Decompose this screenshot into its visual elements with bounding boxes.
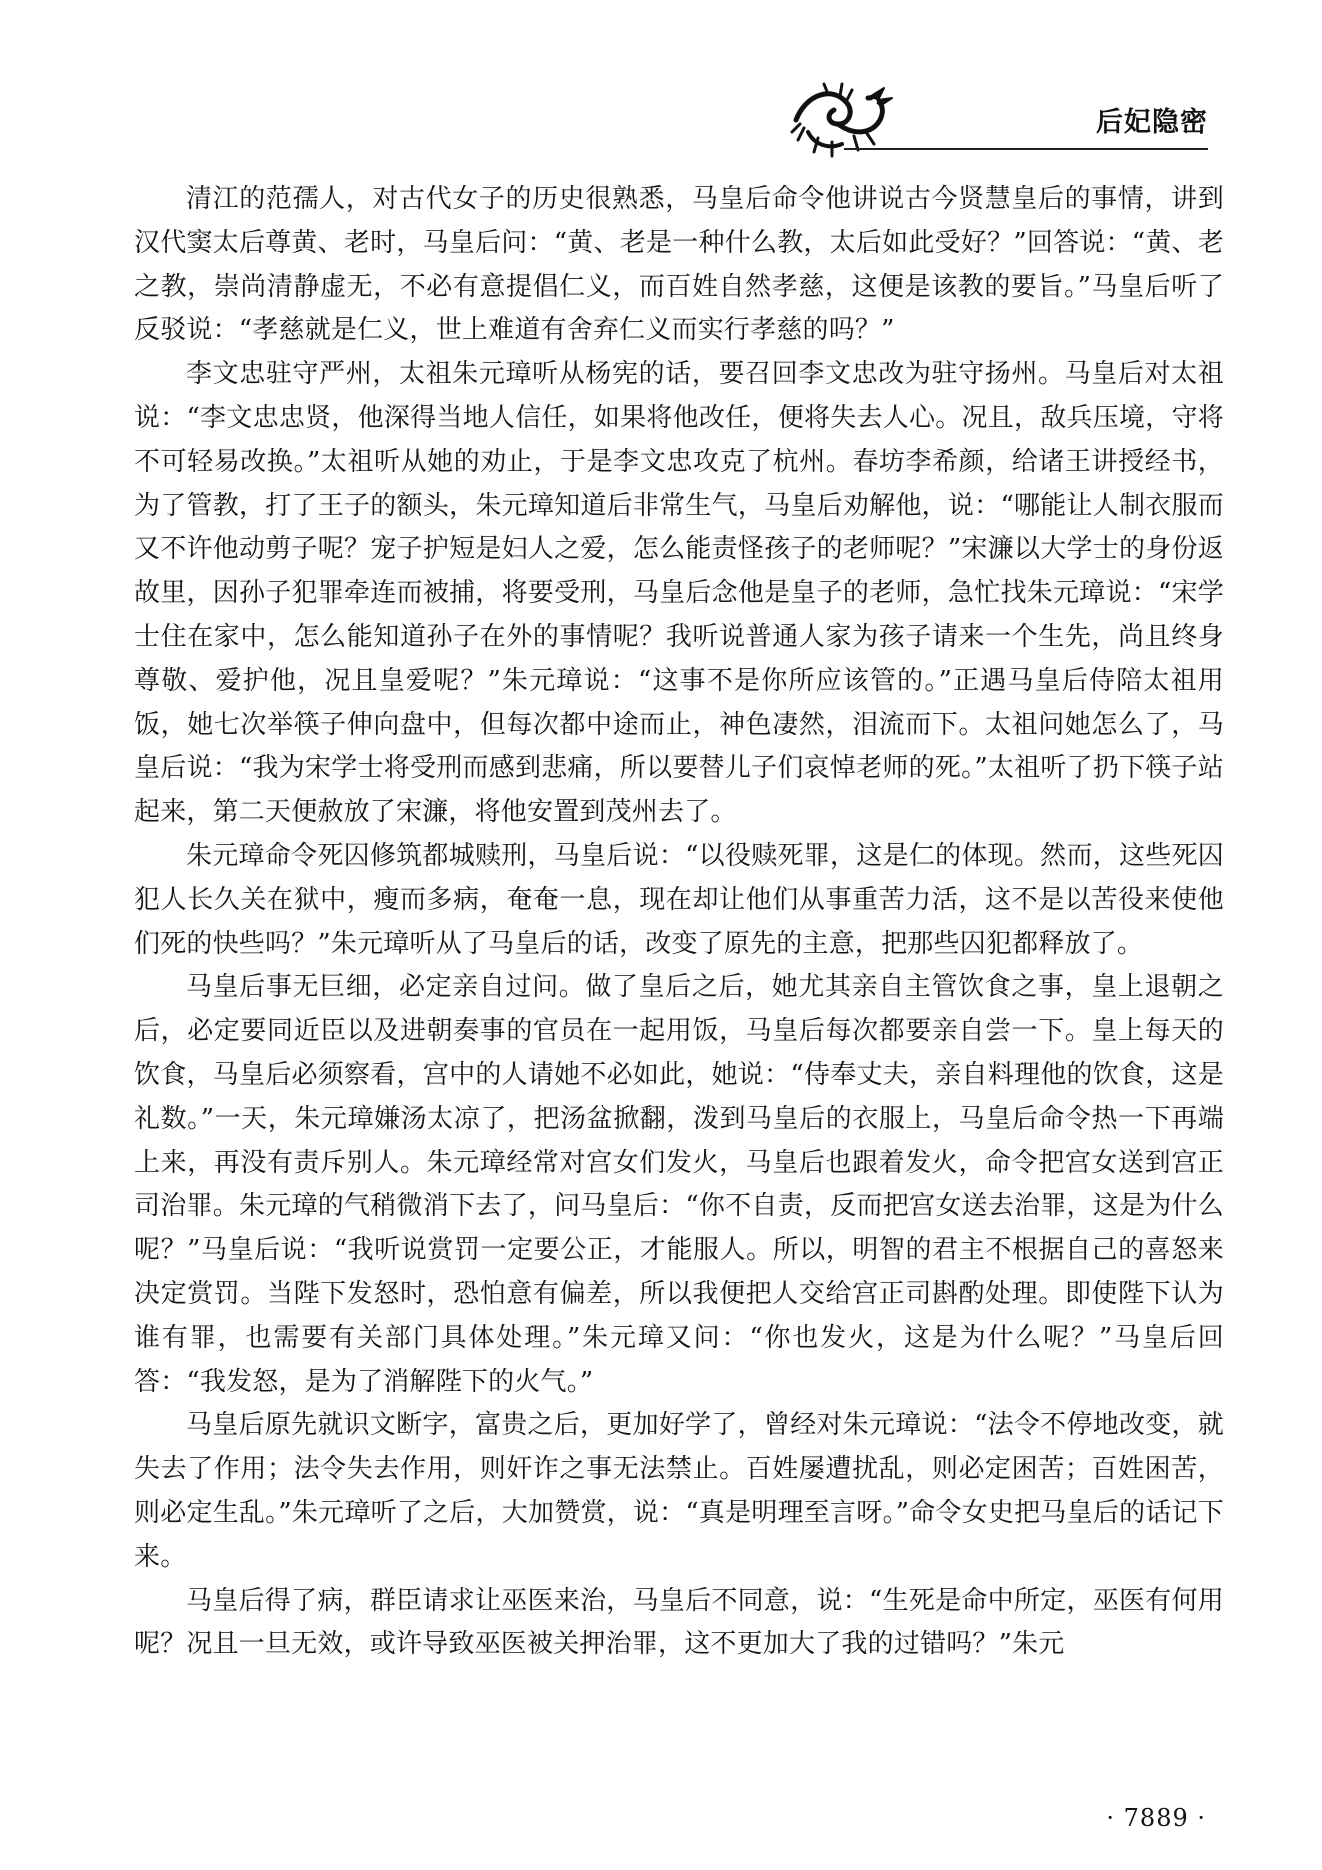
page-header xyxy=(788,80,1208,160)
paragraph-1: 清江的范孺人，对古代女子的历史很熟悉，马皇后命令他讲说古今贤慧皇后的事情，讲到汉代窦太后尊黄、老时，马皇后问：“黄、老是一种什么教，太后如此受好？”回答说：“黄、老之教，崇尚清静虚无，不必有意提倡仁义，而百姓自然孝慈，这便是该教的要旨。”马皇后听了反驳说：“孝慈就是仁义，世上难道有舍弃仁义而实行孝慈的吗？” xyxy=(134,184,1224,346)
paragraph-3: 朱元璋命令死囚修筑都城赎刑，马皇后说：“以役赎死罪，这是仁的体现。然而，这些死囚犯人长久关在狱中，瘦而多病，奄奄一息，现在却让他们从事重苦力活，这不是以苦役来使他们死的快些吗？”朱元璋听从了马皇后的话，改变了原先的主意，把那些囚犯都释放了。 xyxy=(134,840,1224,959)
dragon-ornament-icon xyxy=(788,80,898,158)
header-rule xyxy=(844,148,1208,150)
paragraph-6: 马皇后得了病，群臣请求让巫医来治，马皇后不同意，说：“生死是命中所定，巫医有何用呢？况且一旦无效，或许导致巫医被关押治罪，这不更加大了我的过错吗？”朱元 xyxy=(134,1585,1224,1660)
header-title: 后妃隐密 xyxy=(1096,107,1208,138)
paragraph-2: 李文忠驻守严州，太祖朱元璋听从杨宪的话，要召回李文忠改为驻守扬州。马皇后对太祖说：“李文忠忠贤，他深得当地人信任，如果将他改任，便将失去人心。况且，敌兵压境，守将不可轻易改换。”太祖听从她的劝止，于是李文忠攻克了杭州。春坊李希颜，给诸王讲授经书，为了管教，打了王子的额头，朱元璋知道后非常生气，马皇后劝解他，说：“哪能让人制衣服而又不许他动剪子呢？宠子护短是妇人之爱，怎么能责怪孩子的老师呢？”宋濂以大学士的身份返故里，因孙子犯罪牵连而被捕，将要受刑，马皇后念他是皇子的老师，急忙找朱元璋说：“宋学士住在家中，怎么能知道孙子在外的事情呢？我听说普通人家为孩子请来一个生先，尚且终身尊敬、爱护他，况且皇爱呢？”朱元璋说：“这事不是你所应该管的。”正遇马皇后侍陪太祖用饭，她七次举筷子伸向盘中，但每次都中途而止，神色凄然，泪流而下。太祖问她怎么了，马皇后说：“我为宋学士将受刑而感到悲痛，所以要替儿子们哀悼老师的死。”太祖听了扔下筷子站起来，第二天便赦放了宋濂，将他安置到茂州去了。 xyxy=(134,359,1224,828)
paragraph-4: 马皇后事无巨细，必定亲自过问。做了皇后之后，她尤其亲自主管饮食之事，皇上退朝之后，必定要同近臣以及进朝奏事的官员在一起用饭，马皇后每次都要亲自尝一下。皇上每天的饮食，马皇后必须察看，宫中的人请她不必如此，她说：“侍奉丈夫，亲自料理他的饮食，这是礼数。”一天，朱元璋嫌汤太凉了，把汤盆掀翻，泼到马皇后的衣服上，马皇后命令热一下再端上来，再没有责斥别人。朱元璋经常对宫女们发火，马皇后也跟着发火，命令把宫女送到宫正司治罪。朱元璋的气稍微消下去了，问马皇后：“你不自责，反而把宫女送去治罪，这是为什么呢？”马皇后说：“我听说赏罚一定要公正，才能服人。所以，明智的君主不根据自己的喜怒来决定赏罚。当陛下发怒时，恐怕意有偏差，所以我便把人交给宫正司斟酌处理。即使陛下认为谁有罪，也需要有关部门具体处理。”朱元璋又问：“你也发火，这是为什么呢？”马皇后回答：“我发怒，是为了消解陛下的火气。” xyxy=(134,972,1224,1397)
body-text xyxy=(134,178,1224,1667)
paragraph-5: 马皇后原先就识文断字，富贵之后，更加好学了，曾经对朱元璋说：“法令不停地改变，就失去了作用；法令失去作用，则奸诈之事无法禁止。百姓屡遭扰乱，则必定困苦；百姓困苦，则必定生乱。”朱元璋听了之后，大加赞赏，说：“真是明理至言呀。”命令女史把马皇后的话记下来。 xyxy=(134,1410,1224,1572)
page-number: · 7889 · xyxy=(1106,1804,1206,1832)
